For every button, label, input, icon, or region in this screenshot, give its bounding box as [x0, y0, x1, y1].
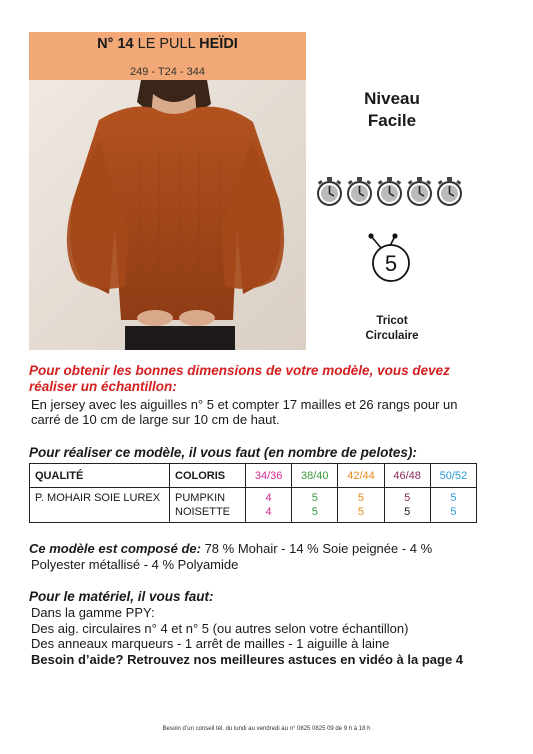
- color-name: PUMPKIN: [175, 492, 226, 504]
- technique-line1: Tricot: [376, 315, 408, 327]
- title-band: [29, 32, 306, 80]
- stopwatch-icon: [406, 176, 433, 207]
- count-cell: [246, 488, 292, 523]
- pattern-title: [29, 36, 306, 52]
- sample-text: [31, 397, 491, 427]
- yarn-title: Pour réaliser ce modèle, il vous faut (en nombre de pelotes):: [29, 445, 417, 460]
- level-value: Facile: [367, 111, 417, 130]
- col-colors: COLORIS: [170, 464, 246, 488]
- materials-line: Des aig. circulaires n° 4 et n° 5 (ou autres selon votre échantillon): [31, 620, 409, 636]
- materials: [29, 589, 499, 667]
- sweater-photo: [29, 80, 306, 350]
- count-value: 5: [450, 506, 457, 518]
- materials-lead: Pour le matériel, il vous faut:: [29, 589, 214, 604]
- sample-text-line2: carré de 10 cm de large sur 10 cm de haut.: [31, 412, 280, 427]
- sample-title-line2: réaliser un échantillon:: [29, 379, 177, 394]
- colors-cell: [170, 488, 246, 523]
- count-value: 5: [404, 506, 411, 518]
- materials-line: Dans la gamme PPY:: [31, 605, 155, 620]
- composition: [29, 541, 489, 573]
- count-value: 5: [357, 506, 365, 518]
- count-value: 5: [450, 492, 457, 504]
- pattern-number: N° 14: [97, 36, 134, 52]
- count-value: 4: [265, 506, 272, 518]
- composition-lead: Ce modèle est composé de:: [29, 541, 201, 556]
- table-row: [30, 488, 477, 523]
- composition-text1: 78 % Mohair - 14 % Soie peignée - 4 %: [204, 541, 433, 556]
- level-label: Niveau: [364, 89, 420, 108]
- technique-line2: Circulaire: [365, 330, 419, 342]
- pattern-photo-card: [29, 32, 306, 350]
- col-quality: QUALITÉ: [30, 464, 170, 488]
- count-cell: [430, 488, 476, 523]
- count-cell: [292, 488, 338, 523]
- help-line: Besoin d’aide? Retrouvez nos meilleures astuces en vidéo à la page 4: [31, 651, 464, 667]
- needle-size-value: 5: [384, 251, 398, 276]
- size-46-48: 46/48: [384, 464, 430, 488]
- materials-line: Des anneaux marqueurs - 1 arrêt de mailles - 1 aiguille à laine: [31, 636, 390, 651]
- needle-size-icon: [365, 232, 415, 284]
- count-value: 4: [265, 492, 272, 504]
- size-38-40: 38/40: [292, 464, 338, 488]
- pattern-name-bold: HEÏDI: [199, 36, 238, 52]
- technique: [338, 314, 446, 344]
- composition-text2: Polyester métallisé - 4 % Polyamide: [31, 557, 239, 572]
- sample-title: [29, 363, 499, 395]
- count-cell: [384, 488, 430, 523]
- size-34-36: 34/36: [246, 464, 292, 488]
- difficulty-level: [338, 88, 446, 132]
- count-value: 5: [311, 506, 318, 518]
- stopwatch-icon: [376, 176, 403, 207]
- pattern-name: LE PULL: [137, 36, 196, 52]
- stopwatch-icon: [436, 176, 463, 207]
- sample-text-line1: En jersey avec les aiguilles n° 5 et compter 17 mailles et 26 rangs pour un: [31, 397, 458, 412]
- count-value: 5: [404, 492, 411, 504]
- stopwatch-icon: [346, 176, 373, 207]
- count-cell: [338, 488, 384, 523]
- quality-cell: P. MOHAIR SOIE LUREX: [30, 488, 170, 523]
- yarn-table: [29, 463, 477, 523]
- color-name: NOISETTE: [175, 506, 231, 518]
- sample-title-line1: Pour obtenir les bonnes dimensions de votre modèle, vous devez: [29, 363, 450, 378]
- pattern-refs: 249 - T24 - 344: [129, 66, 205, 78]
- difficulty-timers: [316, 176, 466, 208]
- yarn-table-header: [30, 464, 477, 488]
- size-50-52: 50/52: [430, 464, 476, 488]
- size-42-44: 42/44: [338, 464, 384, 488]
- count-value: 5: [311, 492, 318, 504]
- count-value: 5: [357, 492, 365, 504]
- footer-contact: Besoin d’un conseil tél. du lundi au vendredi au n° 0825 0825 09 de 9 h à 18 h: [162, 726, 371, 732]
- stopwatch-icon: [316, 176, 343, 207]
